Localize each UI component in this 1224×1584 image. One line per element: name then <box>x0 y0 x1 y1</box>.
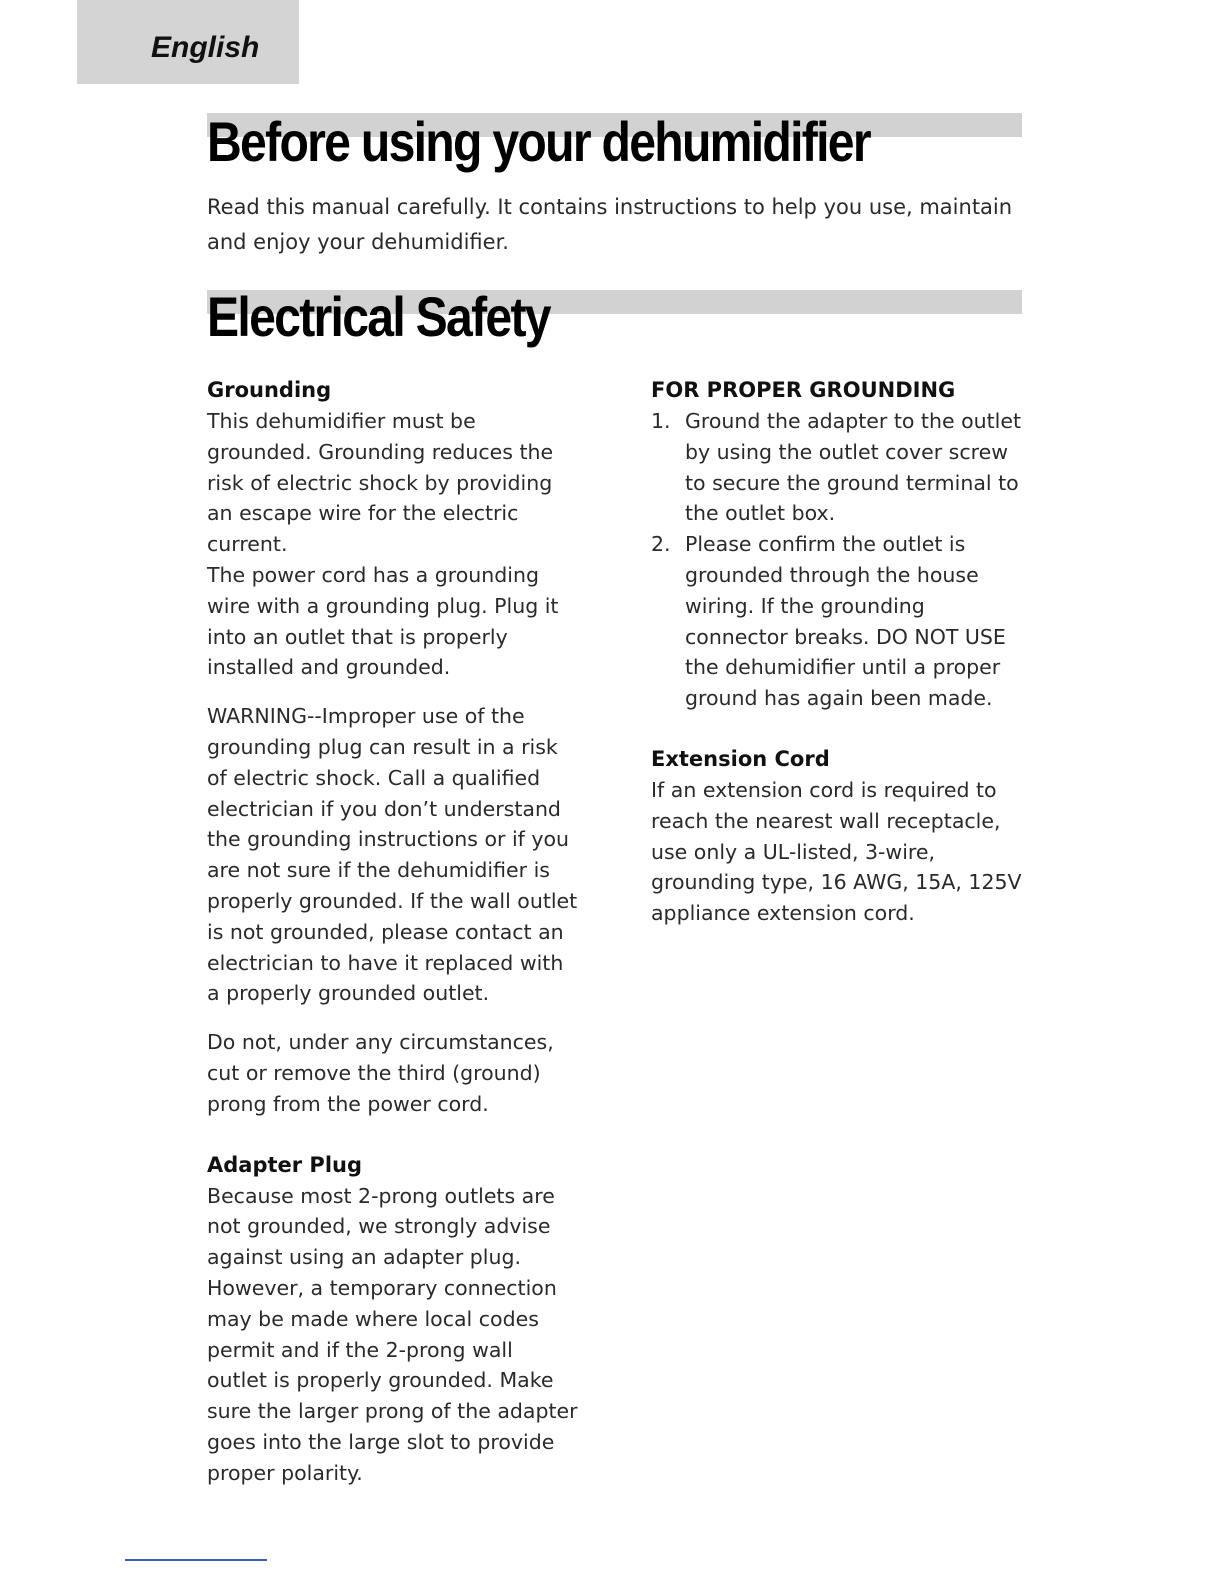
grounding-paragraph-2: The power cord has a grounding wire with a grounding plug. Plug it into an outlet that is properly installed and grounded. <box>207 562 559 680</box>
intro-paragraph: Read this manual carefully. It contains instructions to help you use, maintain and enjoy your dehumidifier. <box>207 195 1013 254</box>
extension-paragraph: If an extension cord is required to reach the nearest wall receptacle, use only a UL-listed, 3-wire, grounding type, 16 AWG, 15A, 125V appliance extension cord. <box>651 777 1022 926</box>
adapter-paragraph-1: Because most 2-prong outlets are not grounded, we strongly advise against using an adapter plug. <box>207 1183 555 1270</box>
section-title: Electrical Safety <box>207 285 550 348</box>
page-title: Before using your dehumidifier <box>207 110 870 173</box>
step-text: Please confirm the outlet is grounded through the house wiring. If the grounding connector breaks. DO NOT USE the dehumidifier until a proper ground has again been made. <box>685 532 1006 711</box>
proper-grounding-steps <box>651 406 1023 714</box>
adapter-paragraph-2: However, a temporary connection may be made where local codes permit and if the 2-prong wall outlet is properly grounded. Make sure the larger prong of the adapter goes into the large slot to provide proper polarity. <box>207 1275 578 1485</box>
list-item <box>651 406 1023 529</box>
extension-heading: Extension Cord <box>651 746 830 771</box>
grounding-heading: Grounding <box>207 378 332 402</box>
list-item <box>651 529 1023 714</box>
footer-rule <box>125 1559 267 1561</box>
step-text: Ground the adapter to the outlet by using the outlet cover screw to secure the ground terminal to the outlet box. <box>685 409 1021 526</box>
right-column <box>651 375 1023 929</box>
adapter-heading: Adapter Plug <box>207 1152 363 1177</box>
step-number: 1. <box>651 409 671 433</box>
grounding-paragraph-1: This dehumidifier must be grounded. Grounding reduces the risk of electric shock by providing an escape wire for the electric current. <box>207 409 554 557</box>
step-number: 2. <box>651 532 671 557</box>
left-column <box>207 375 579 1489</box>
language-tab <box>77 0 299 84</box>
grounding-paragraph-3: Do not, under any circumstances, cut or remove the third (ground) prong from the power cord. <box>207 1030 554 1116</box>
grounding-warning: WARNING--Improper use of the grounding plug can result in a risk of electric shock. Call a qualified electrician if you don’t understand the grounding instructions or if you are not sure if the dehumidifier is properly grounded. If the wall outlet is not grounded, please contact an electrician to have it replaced with a properly grounded outlet. <box>207 704 578 1006</box>
proper-grounding-heading: FOR PROPER GROUNDING <box>651 378 956 402</box>
language-label: English <box>151 31 260 64</box>
